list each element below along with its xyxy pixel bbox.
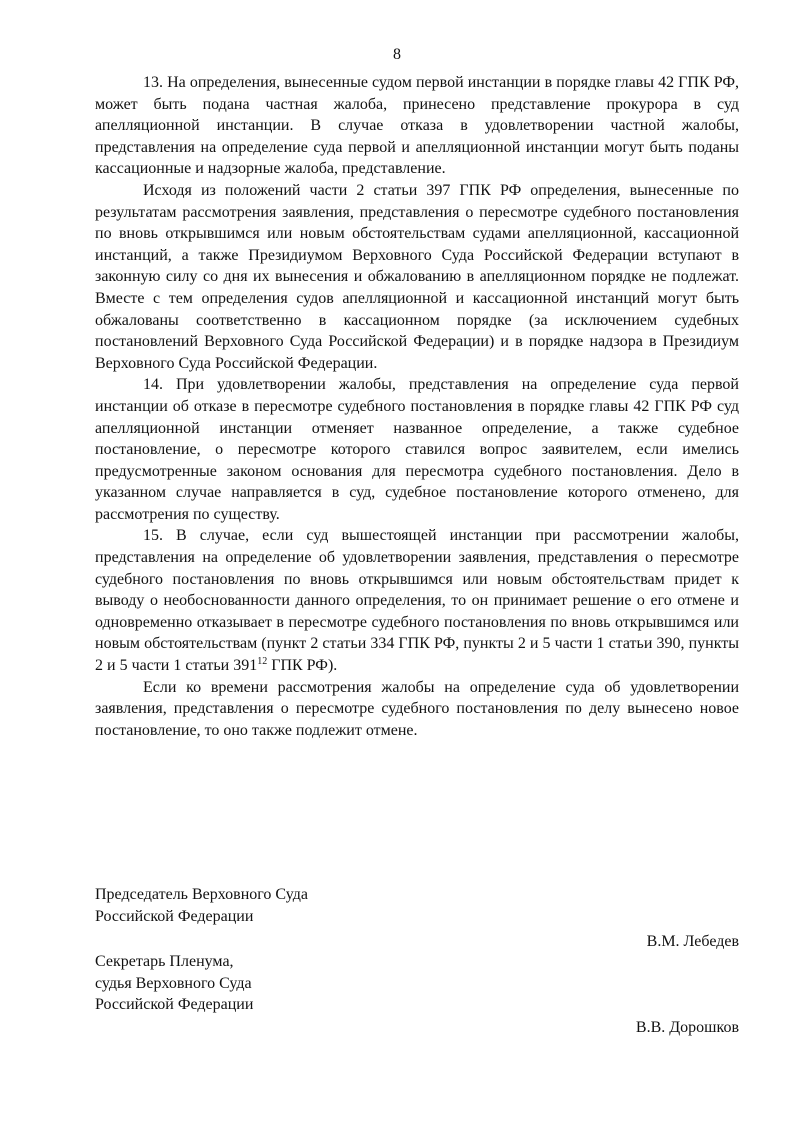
chairman-title-line-2: Российской Федерации bbox=[95, 907, 254, 925]
secretary-title-line-3: Российской Федерации bbox=[95, 996, 254, 1014]
secretary-title-line-1: Секретарь Пленума, bbox=[95, 953, 234, 970]
paragraph-13: 13. На определения, вынесенные судом первой инстанции в порядке главы 42 ГПК РФ, может быть подана частная жалоба, принесено представление прокурора в суд апелляционной инстанции. В случае отказа в удовлетворении частной жалобы, представления на определение суда первой и апелляционной инстанции могут быть поданы кассационные и надзорные жалоба, представление. bbox=[95, 74, 739, 178]
paragraph-13-continued: Исходя из положений части 2 статьи 397 ГПК РФ определения, вынесенные по результатам рассмотрения заявления, представления о пересмотре судебного постановления по вновь открывшимся или новым обстоятельствам судами апелляционной, кассационной инстанций, а также Президиумом Верховного Суда Российской Федерации вступают в законную силу со дня их вынесения и обжалованию в апелляционном порядке не подлежат. Вместе с тем определения судов апелляционной и кассационной инстанций могут быть обжалованы соответственно в кассационном порядке (за исключением судебных постановлений Верховного Суда Российской Федерации) и в порядке надзора в Президиум Верховного Суда Российской Федерации. bbox=[95, 181, 739, 372]
secretary-title bbox=[95, 951, 739, 1016]
secretary-title-line-2: судья Верховного Суда bbox=[95, 974, 252, 992]
superscript-12: 12 bbox=[257, 656, 268, 668]
paragraph-15-tail: ГПК РФ). bbox=[267, 657, 338, 675]
page-number: 8 bbox=[393, 46, 401, 63]
chairman-name: В.М. Лебедев bbox=[646, 933, 739, 950]
chairman-title bbox=[95, 884, 739, 927]
paragraph-15-continued: Если ко времени рассмотрения жалобы на определение суда об удовлетворении заявления, представления о пересмотре судебного постановления по делу вынесено новое постановление, то оно также подлежит отмене. bbox=[95, 678, 739, 739]
paragraph-15 bbox=[95, 525, 739, 676]
paragraph-14: 14. При удовлетворении жалобы, представления на определение суда первой инстанции об отказе в пересмотре судебного постановления в порядке главы 42 ГПК РФ суд апелляционной инстанции отменяет названное определение, а также судебное постановление, о пересмотре которого ставился вопрос заявителем, если имелись предусмотренные законом основания для пересмотра судебного постановления. Дело в указанном случае направляется в суд, судебное постановление которого отменено, для рассмотрения по существу. bbox=[95, 376, 739, 523]
document-body bbox=[95, 72, 739, 741]
chairman-title-line-1: Председатель Верховного Суда bbox=[95, 886, 308, 903]
secretary-name: В.В. Дорошков bbox=[635, 1019, 739, 1036]
paragraph-15-text: 15. В случае, если суд вышестоящей инстанции при рассмотрении жалобы, представления на определение об удовлетворении заявления, представления о пересмотре судебного постановления по вновь открывшимся или новым обстоятельствам придет к выводу о необоснованности данного определения, то он принимает решение о его отмене и одновременно отказывает в пересмотре судебного постановления по вновь открывшимся или новым обстоятельствам (пункт 2 статьи 334 ГПК РФ, пункты 2 и 5 части 1 статьи 390, пункты 2 и 5 части 1 статьи 391 bbox=[95, 527, 739, 675]
